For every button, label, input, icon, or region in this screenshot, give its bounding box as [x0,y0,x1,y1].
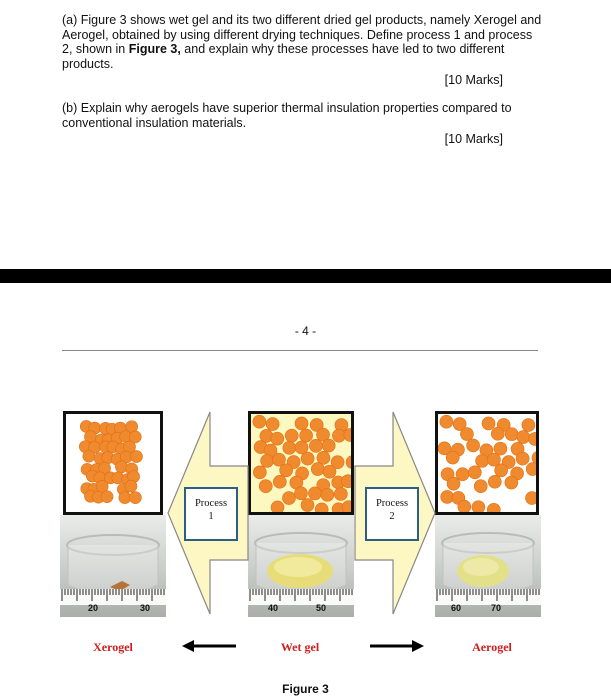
wetgel-particle-diagram [248,411,354,515]
particle [253,466,266,479]
particle [301,452,314,465]
particle [282,492,295,505]
ruler-label-40: 40 [268,603,279,613]
particle [517,431,530,444]
process-1-box [184,487,238,541]
process-2-number: 2 [389,511,395,522]
particle [346,456,351,469]
particle [322,439,335,452]
particle [487,503,500,512]
particle [505,428,518,441]
particle [334,487,347,500]
particle [472,501,485,512]
process-1-label: Process [194,498,228,509]
particle [525,492,536,505]
particle [311,463,324,476]
particle [516,452,529,465]
xerogel-particles-svg [66,414,160,512]
particle [505,476,518,489]
aerogel-particles-svg [438,414,536,512]
particle [271,432,284,445]
particle [101,491,113,503]
aerogel-particle-diagram [435,411,539,515]
particle [468,466,481,479]
question-a-text-2: and explain why these processes have led to two different products. [62,42,505,71]
particle [458,500,471,512]
figure-caption: Figure 3 [282,682,329,696]
particle [460,428,473,441]
particle [467,439,480,452]
xerogel-label: Xerogel [93,640,133,654]
particle [529,432,536,445]
particle [342,501,351,512]
wetgel-label: Wet gel [280,640,320,654]
particle [308,487,321,500]
page-break-band [0,269,611,283]
process-2-box [365,487,419,541]
page-number: - 4 - [294,324,317,338]
particle [295,417,308,430]
particle [323,465,336,478]
particle [522,419,535,432]
process-2-label: Process [375,498,409,509]
particle [83,450,95,462]
particle [526,463,536,476]
particle [283,441,296,454]
particle [495,464,508,477]
particle [315,503,328,512]
particle [440,415,453,428]
arrow-left-icon [180,638,238,654]
particle [447,477,460,490]
particle [476,454,489,467]
particle [309,439,322,452]
particle [321,488,334,501]
process-1-number: 1 [208,511,214,522]
question-b-marks: [10 Marks] [444,132,503,146]
particle [253,415,266,428]
particle [482,417,495,430]
particle [474,480,487,493]
aerogel-photo [435,515,541,617]
ruler-label-50: 50 [316,603,327,613]
ruler-label-60: 60 [451,603,462,613]
particle [491,427,504,440]
ruler-label-20: 20 [88,603,99,613]
question-a-marks: [10 Marks] [444,73,503,87]
particle [119,492,131,504]
particle [488,475,501,488]
particle [285,429,298,442]
wetgel-photo [248,515,354,617]
particle [446,451,459,464]
particle [130,451,142,463]
wetgel-particles-svg [251,414,351,512]
particle [129,492,141,504]
particle [125,480,137,492]
particle [273,475,286,488]
particle [332,429,345,442]
question-a-text [62,13,542,71]
xerogel-particle-diagram [63,411,163,515]
particle [317,451,330,464]
particle [271,501,284,512]
particle [301,499,314,512]
particle [259,480,272,493]
particle [261,454,274,467]
xerogel-photo [60,515,166,617]
aerogel-label: Aerogel [472,640,512,654]
particle [300,429,313,442]
question-b-text: (b) Explain why aerogels have superior thermal insulation properties compared to conventional insulation materials. [62,101,512,130]
figure-reference: Figure 3, [128,42,181,56]
header-rule [62,350,538,351]
particle [294,487,307,500]
question-a-text-1: (a) Figure 3 shows wet gel and its two different dried gel products, namely Xerogel and Aerogel, obtained by using different drying techniques. Define process 1 and process 2, shown in [62,13,542,56]
particle [266,418,279,431]
particle [280,464,293,477]
arrow-right-icon [368,638,426,654]
ruler-label-30: 30 [140,603,151,613]
ruler-label-70: 70 [491,603,502,613]
particle [115,461,127,473]
